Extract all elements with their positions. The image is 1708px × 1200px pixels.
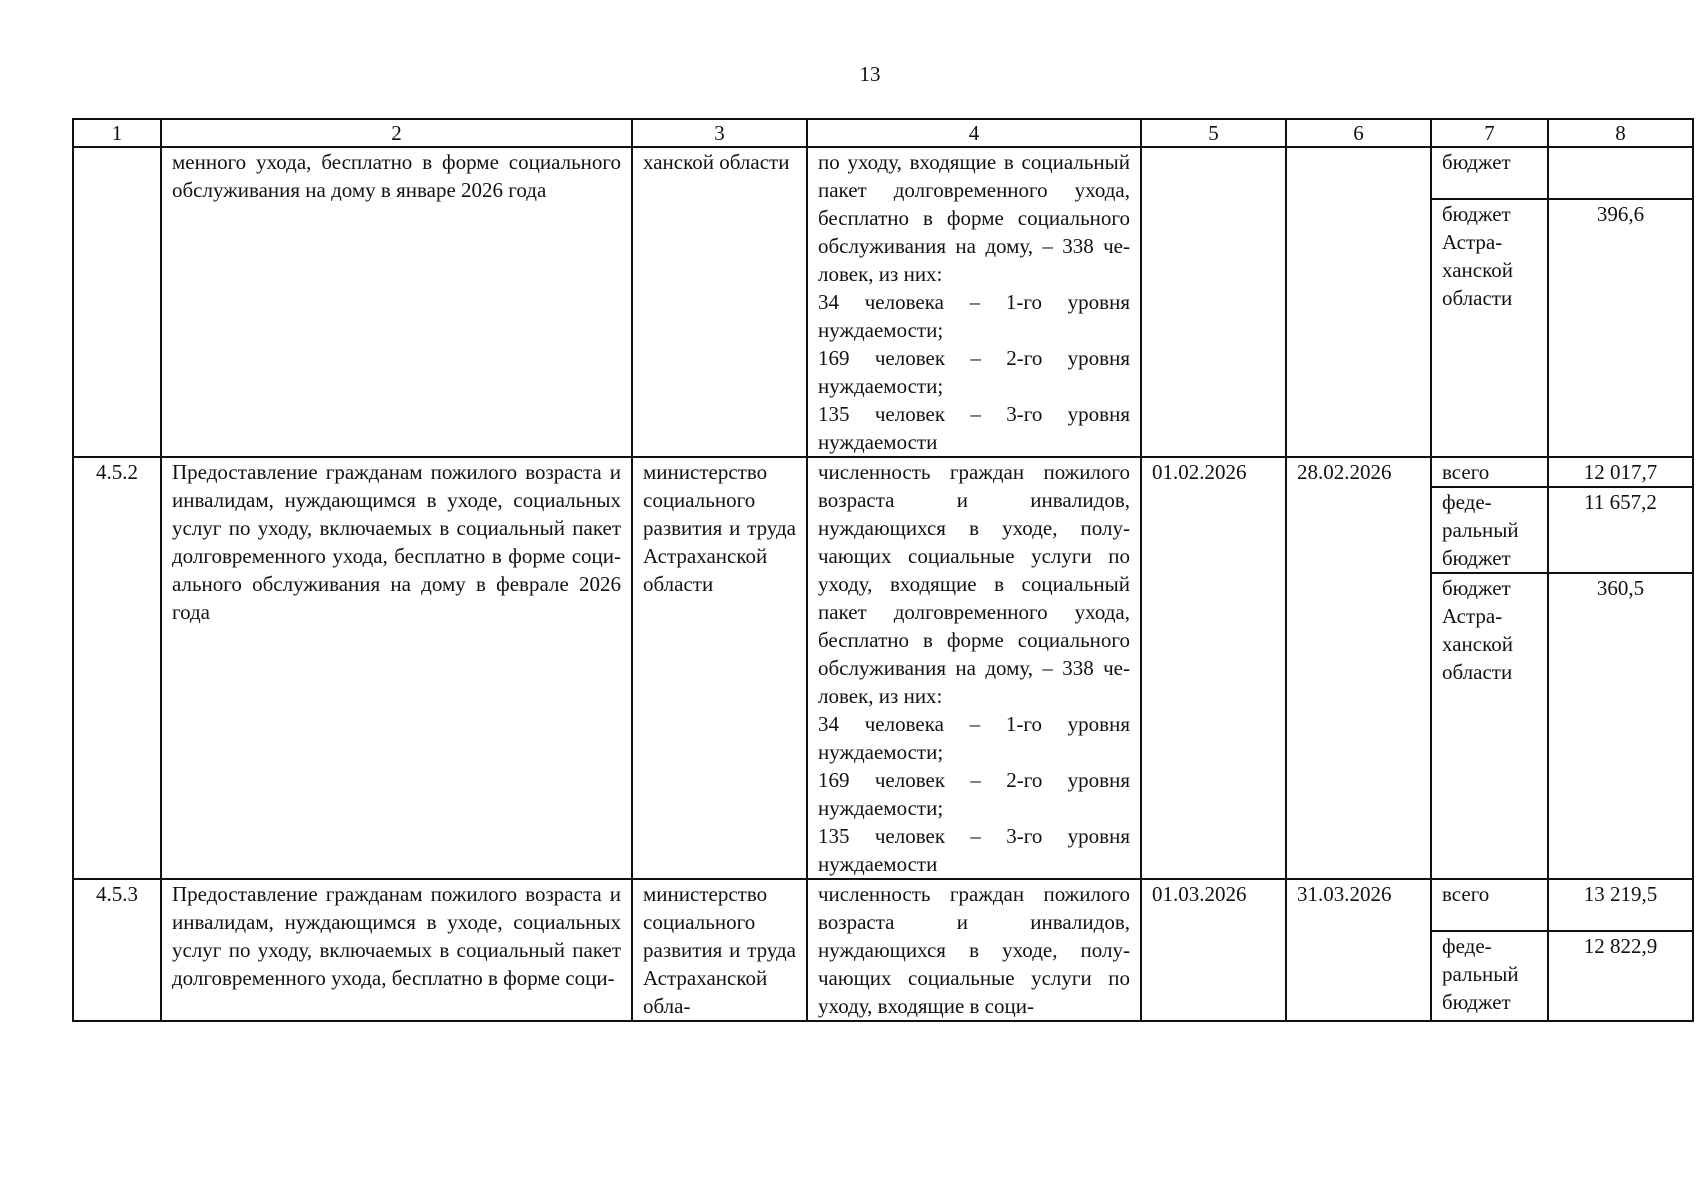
funding-amount-cell: 396,6	[1548, 199, 1693, 457]
header-cell: 1	[73, 119, 161, 147]
executor-cell: министерство социального развития и труда Астраханской области	[632, 457, 807, 879]
executor-cell: министерство социального развития и труда Астраханской обла-	[632, 879, 807, 1021]
page-number: 13	[859, 62, 881, 86]
start-date-cell	[1141, 147, 1286, 457]
header-cell: 7	[1431, 119, 1548, 147]
header-cell: 4	[807, 119, 1141, 147]
end-date-cell: 31.03.2026	[1286, 879, 1431, 1021]
row-number-cell: 4.5.3	[73, 879, 161, 1021]
row-number-cell: 4.5.2	[73, 457, 161, 879]
funding-amount-cell: 13 219,5	[1548, 879, 1693, 931]
funding-amount-cell: 12 822,9	[1548, 931, 1693, 1021]
funding-amount-cell: 11 657,2	[1548, 487, 1693, 573]
funding-amount-cell: 12 017,7	[1548, 457, 1693, 487]
indicator-level: 34 человека – 1-го уровня нуждаемости;	[818, 290, 1130, 342]
funding-amount-cell	[1548, 147, 1693, 199]
funding-source-cell: всего	[1431, 457, 1548, 487]
header-cell: 8	[1548, 119, 1693, 147]
indicator-intro: по уходу, входящие в социальный пакет долговременного ухода, бесплатно в форме социального обслуживания на дому, – 338 человек, из них:	[818, 150, 1130, 286]
indicator-level: 169 человек – 2-го уровня нуждаемости;	[818, 346, 1130, 398]
indicator-level: 34 человека – 1-го уровня нуждаемости;	[818, 712, 1130, 764]
table-row	[73, 457, 1693, 487]
indicator-cell	[807, 147, 1141, 457]
indicator-level: 135 человек – 3-го уровня нуждаемости	[818, 402, 1130, 454]
funding-source-cell: федеральный бюджет	[1431, 487, 1548, 573]
indicator-level: 169 человек – 2-го уровня нуждаемости;	[818, 768, 1130, 820]
description-cell: менного ухода, бесплатно в форме социального обслуживания на дому в январе 2026 года	[161, 147, 632, 457]
header-cell: 6	[1286, 119, 1431, 147]
activity-table	[72, 118, 1694, 1022]
start-date-cell: 01.02.2026	[1141, 457, 1286, 879]
header-row	[73, 119, 1693, 147]
end-date-cell	[1286, 147, 1431, 457]
funding-source-cell: бюджет	[1431, 147, 1548, 199]
funding-source-cell: всего	[1431, 879, 1548, 931]
indicator-cell	[807, 457, 1141, 879]
header-cell: 3	[632, 119, 807, 147]
funding-source-cell: бюджет Астраханской области	[1431, 573, 1548, 879]
indicator-level: 135 человек – 3-го уровня нуждаемости	[818, 824, 1130, 876]
indicator-intro: численность граждан пожилого возраста и инвалидов, нуждающихся в уходе, получающих социальные услуги по уходу, входящие в социальный пакет долговременного ухода, бесплатно в форме социального обслуживания на дому, – 338 человек, из них:	[818, 460, 1130, 708]
funding-source-cell: федеральный бюджет	[1431, 931, 1548, 1021]
header-cell: 5	[1141, 119, 1286, 147]
start-date-cell: 01.03.2026	[1141, 879, 1286, 1021]
header-cell: 2	[161, 119, 632, 147]
executor-cell: ханской области	[632, 147, 807, 457]
funding-source-cell: бюджет Астраханской области	[1431, 199, 1548, 457]
row-number-cell	[73, 147, 161, 457]
funding-amount-cell: 360,5	[1548, 573, 1693, 879]
end-date-cell: 28.02.2026	[1286, 457, 1431, 879]
table-row	[73, 879, 1693, 931]
description-cell: Предоставление гражданам пожилого возраста и инвалидам, нуждающимся в уходе, социальных услуг по уходу, включаемых в социальный пакет долговременного ухода, бесплатно в форме социального обслуживания на дому в феврале 2026 года	[161, 457, 632, 879]
table-row	[73, 147, 1693, 199]
indicator-cell: численность граждан пожилого возраста и инвалидов, нуждающихся в уходе, получающих социальные услуги по уходу, входящие в соци-	[807, 879, 1141, 1021]
description-cell: Предоставление гражданам пожилого возраста и инвалидам, нуждающимся в уходе, социальных услуг по уходу, включаемых в социальный пакет долговременного ухода, бесплатно в форме соци-	[161, 879, 632, 1021]
